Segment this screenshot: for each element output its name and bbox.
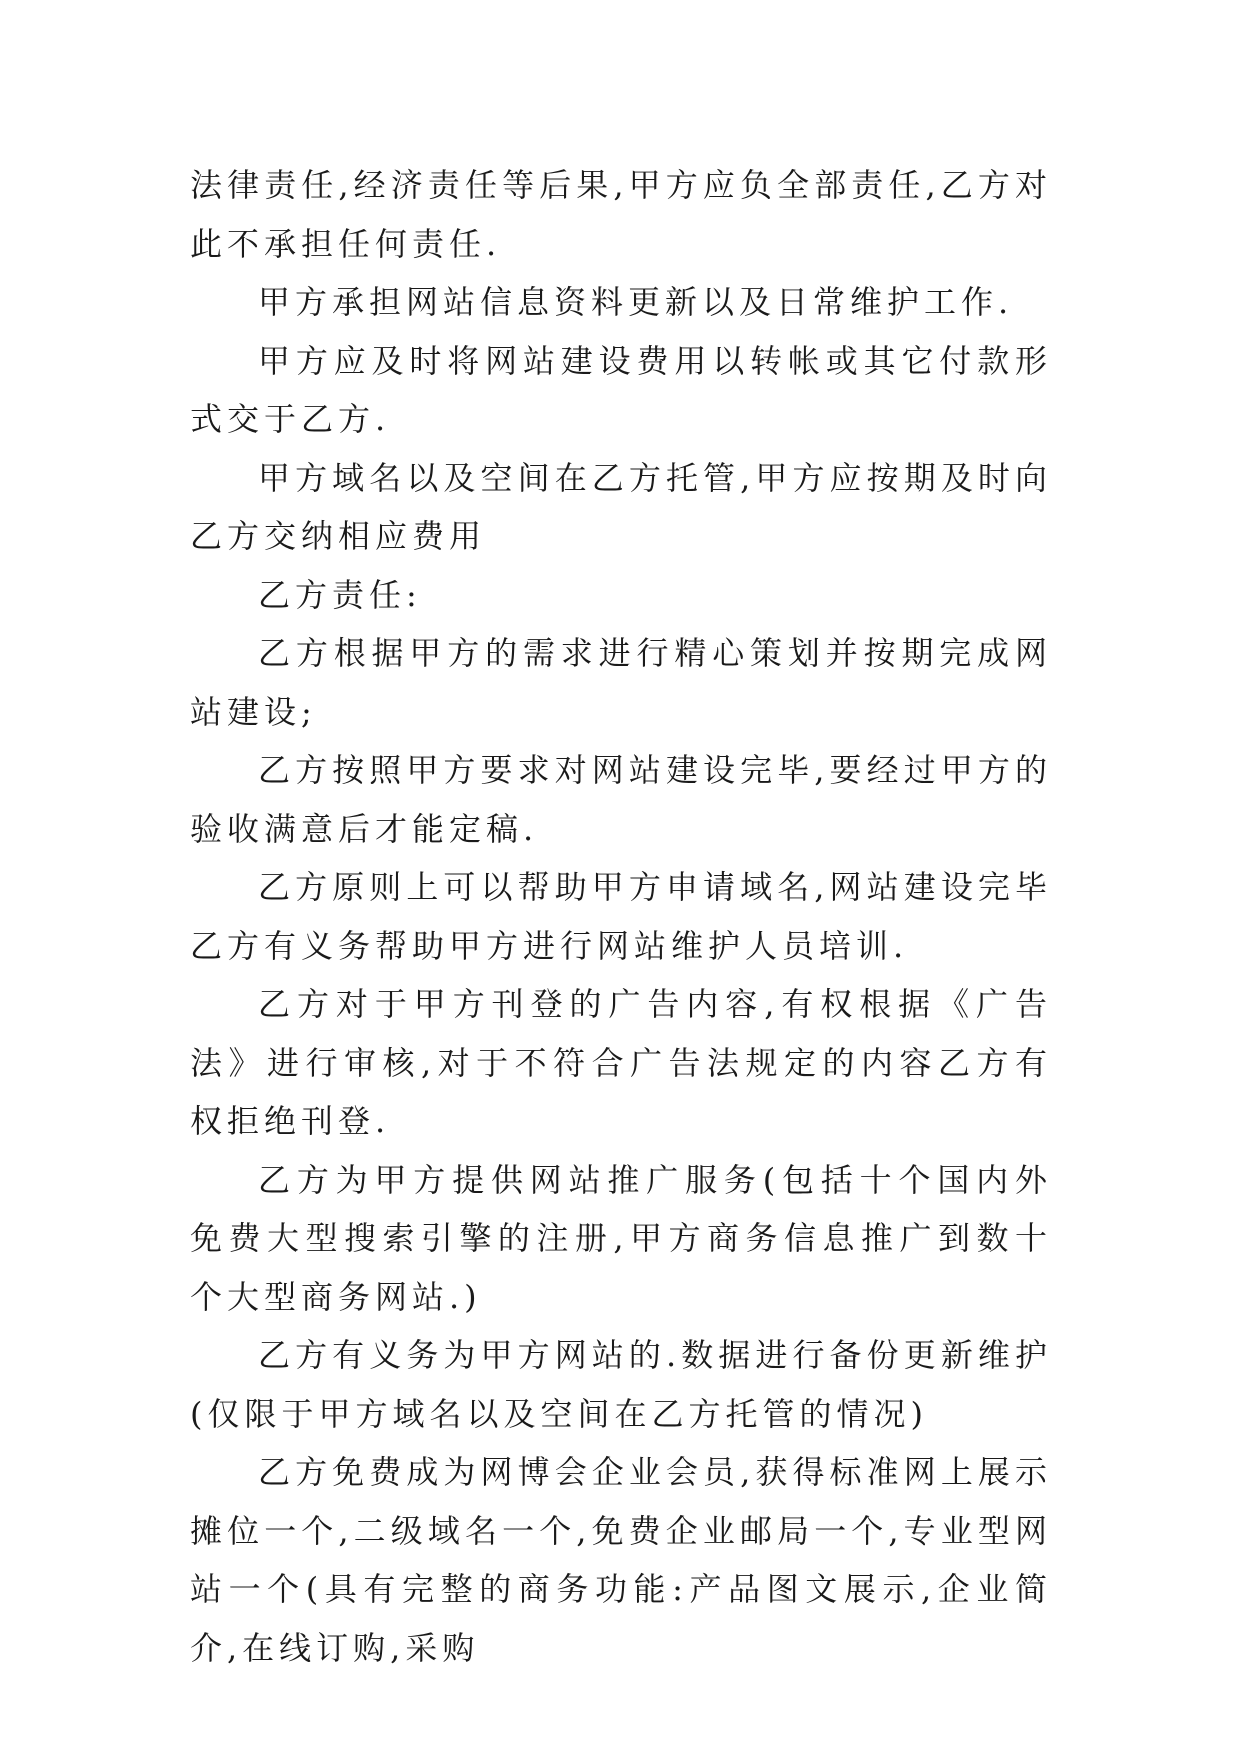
document-body (190, 156, 1052, 1677)
paragraph-11: 乙方有义务为甲方网站的.数据进行备份更新维护(仅限于甲方域名以及空间在乙方托管的情况) (190, 1336, 1052, 1433)
paragraph-6: 乙方根据甲方的需求进行精心策划并按期完成网站建设; (190, 634, 1052, 731)
paragraph-10: 乙方为甲方提供网站推广服务(包括十个国内外免费大型搜索引擎的注册,甲方商务信息推广到数十个大型商务网站.) (190, 1160, 1052, 1316)
paragraph-2: 甲方承担网站信息资料更新以及日常维护工作. (258, 283, 1014, 321)
paragraph-1: 法律责任,经济责任等后果,甲方应负全部责任,乙方对此不承担任何责任. (190, 166, 1052, 263)
paragraph-4: 甲方域名以及空间在乙方托管,甲方应按期及时向乙方交纳相应费用 (190, 458, 1052, 555)
paragraph-12: 乙方免费成为网博会企业会员,获得标准网上展示摊位一个,二级域名一个,免费企业邮局一个,专业型网站一个(具有完整的商务功能:产品图文展示,企业简介,在线订购,采购 (190, 1453, 1052, 1667)
paragraph-3: 甲方应及时将网站建设费用以转帐或其它付款形式交于乙方. (190, 341, 1052, 438)
paragraph-5: 乙方责任: (258, 575, 422, 614)
paragraph-9: 乙方对于甲方刊登的广告内容,有权根据《广告法》进行审核,对于不符合广告法规定的内容乙方有权拒绝刊登. (190, 985, 1052, 1140)
paragraph-8: 乙方原则上可以帮助甲方申请域名,网站建设完毕乙方有义务帮助甲方进行网站维护人员培训. (190, 868, 1052, 965)
paragraph-7: 乙方按照甲方要求对网站建设完毕,要经过甲方的验收满意后才能定稿. (190, 751, 1052, 848)
